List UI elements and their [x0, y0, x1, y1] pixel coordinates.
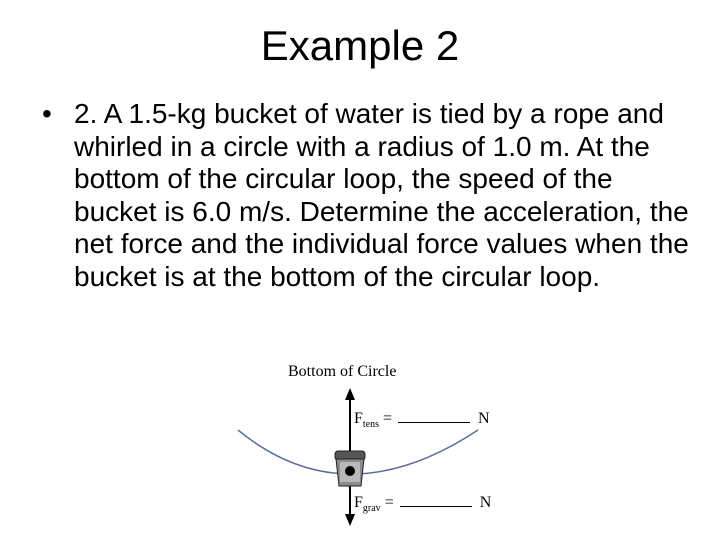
bullet-item [42, 98, 692, 293]
tension-symbol: F [354, 410, 363, 427]
gravity-arrowhead [345, 514, 355, 526]
free-body-diagram [230, 358, 530, 540]
bucket-center-dot [345, 466, 355, 476]
gravity-equals: = [384, 494, 394, 511]
gravity-answer-blank [400, 492, 472, 507]
gravity-force-label [354, 492, 491, 515]
slide-title: Example 2 [260, 22, 460, 69]
gravity-subscript: grav [362, 503, 381, 514]
diagram-title: Bottom of Circle [288, 363, 397, 380]
tension-subscript: tens [362, 419, 380, 430]
tension-equals: = [383, 410, 393, 427]
bullet-marker: • [42, 98, 52, 129]
tension-unit: N [478, 410, 490, 427]
tension-answer-blank [398, 408, 470, 423]
tension-force-label [354, 408, 490, 431]
gravity-unit: N [479, 494, 492, 511]
gravity-symbol: F [354, 494, 363, 511]
tension-arrowhead [345, 388, 355, 400]
bullet-text: 2. A 1.5-kg bucket of water is tied by a rope and whirled in a circle with a radius of 1.0 m. At the bottom of the circular loop, the speed of the bucket is 6.0 m/s. Determine the acceleration, the net force and the individual force values when the bucket is at the bottom of the circular loop. [74, 98, 689, 292]
